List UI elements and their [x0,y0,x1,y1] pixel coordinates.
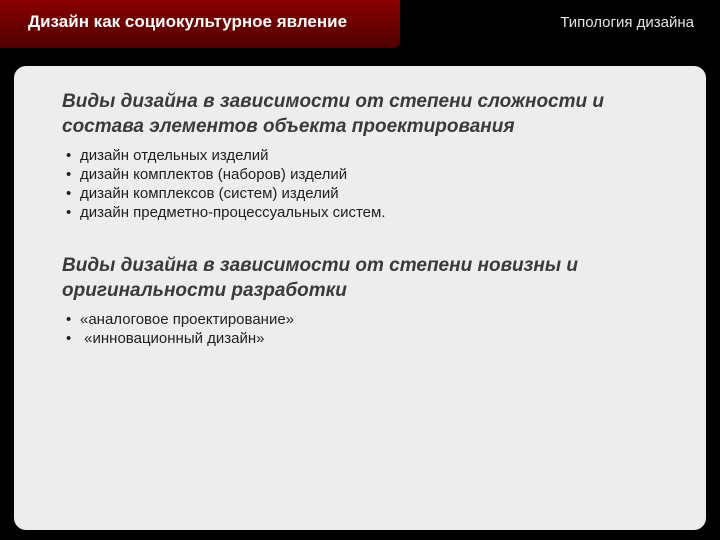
bullet-icon: • [66,330,72,347]
list-item [66,184,386,203]
list-item-text: «инновационный дизайн» [80,330,265,347]
list-item [66,329,294,348]
list-item-text: «аналоговое проектирование» [80,311,295,328]
block-2-heading-line-2: оригинальности разработки [62,280,347,301]
block-1-heading [62,89,682,139]
list-item-text: дизайн предметно-процессуальных систем. [80,204,386,221]
block-1-heading-line-1: Виды дизайна в зависимости от степени сложности и [62,91,605,112]
section-label: Типология дизайна [560,14,694,31]
bullet-icon: • [66,311,72,328]
block-2-heading [62,253,682,303]
block-2-list [66,310,294,348]
block-1-list [66,146,386,222]
list-item [66,165,386,184]
block-2-heading-line-1: Виды дизайна в зависимости от степени новизны и [62,255,578,276]
bullet-icon: • [66,204,72,221]
bullet-icon: • [66,166,72,183]
list-item-text: дизайн комплексов (систем) изделий [80,185,339,202]
header-title-bar [0,0,400,48]
block-1-heading-line-2: состава элементов объекта проектирования [62,116,515,137]
list-item-text: дизайн отдельных изделий [80,147,269,164]
slide-title: Дизайн как социокультурное явление [28,12,348,31]
list-item-text: дизайн комплектов (наборов) изделий [80,166,348,183]
list-item [66,310,294,329]
list-item [66,146,386,165]
bullet-icon: • [66,185,72,202]
list-item [66,203,386,222]
bullet-icon: • [66,147,72,164]
